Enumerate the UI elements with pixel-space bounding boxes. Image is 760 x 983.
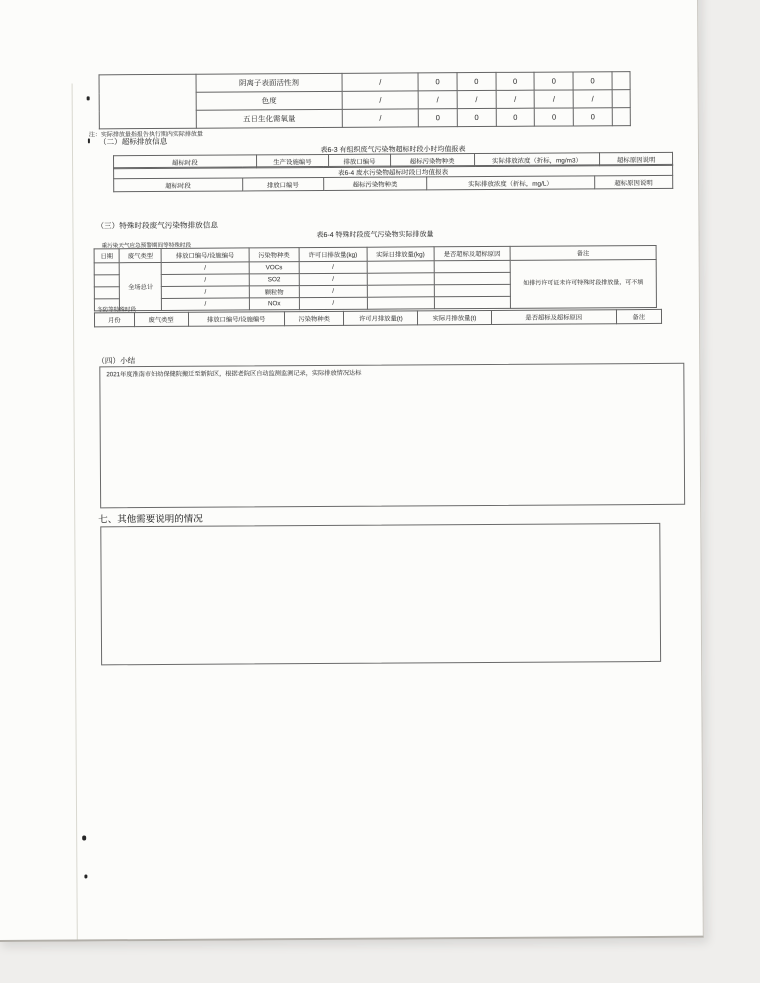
header-cell: 是否超标及超标原因 [434, 246, 510, 260]
cell [434, 272, 510, 284]
cell [612, 108, 630, 126]
cell: 0 [496, 108, 535, 126]
cell [612, 90, 630, 108]
header-cell: 废气类型 [119, 248, 161, 262]
cell: 0 [418, 73, 457, 91]
cell [612, 72, 630, 90]
header-cell: 超标污染物种类 [323, 177, 426, 191]
header-cell: 排放口编号/设施编号 [162, 248, 249, 263]
binding-dot [84, 874, 87, 878]
cell: / [299, 261, 367, 273]
other-notes-box [100, 523, 661, 665]
special-period-table [94, 245, 657, 314]
header-cell: 排放口编号/设施编号 [188, 312, 284, 327]
remark-cell: 如排污许可证未许可特殊时段排放量，可不填 [510, 259, 656, 308]
heavy-pollution-subcaption: 重污染天气应急预警期间等特殊时段 [101, 242, 192, 250]
pollutant-name-cell: 色度 [196, 91, 343, 110]
table-title-cell: 表6-4 废水污染物超标时段日均值报表 [114, 164, 673, 178]
header-cell: 污染物种类 [249, 248, 300, 262]
cell: / [299, 273, 367, 285]
cell [94, 275, 119, 287]
header-cell: 排放口编号 [329, 154, 391, 167]
group-total-cell: 全场总计 [119, 262, 161, 310]
cell: / [162, 262, 249, 275]
scan-speck [88, 138, 90, 143]
header-cell: 实际日排放量(kg) [367, 247, 435, 261]
scan-speck [87, 96, 90, 100]
cell: 0 [534, 72, 573, 90]
cell: / [162, 298, 249, 311]
header-cell: 许可月排放量(t) [344, 311, 418, 325]
cell: / [299, 285, 367, 297]
header-cell: 许可日排放量(kg) [299, 247, 367, 261]
cell [94, 263, 119, 275]
table-6-3-caption: 表6-3 有组织废气污染物超标时段小时均值报表 [320, 146, 466, 154]
header-cell: 日期 [94, 249, 119, 263]
header-cell: 实际排放浓度（折标，mg/L） [427, 176, 595, 190]
cell [367, 261, 435, 273]
cell [434, 296, 510, 308]
section-3-heading: （三）特殊时段废气污染物排放信息 [96, 220, 218, 231]
section-7-heading: 七、其他需要说明的情况 [98, 513, 203, 526]
header-cell: 废气类型 [134, 312, 188, 326]
cell: / [342, 73, 418, 91]
cell: / [342, 109, 418, 127]
merged-empty-cell [99, 74, 196, 129]
cell: / [162, 274, 249, 287]
cell: / [496, 90, 535, 108]
section-4-heading: （四）小结 [97, 356, 136, 366]
table-6-4-water [113, 164, 673, 192]
header-cell: 生产设施编号 [256, 154, 329, 167]
header-cell: 是否超标及超标原因 [491, 310, 616, 325]
cell: / [299, 297, 367, 309]
cell [94, 287, 119, 299]
summary-box [99, 363, 685, 509]
cell: 颗粒物 [249, 286, 300, 298]
cell: / [573, 90, 612, 108]
header-cell: 备注 [510, 245, 656, 260]
cell: 0 [457, 72, 496, 90]
winter-period-table [94, 309, 662, 327]
cell [367, 285, 435, 297]
cell: / [535, 90, 574, 108]
cell: SO2 [249, 274, 300, 286]
pollutant-name-cell: 五日生化需氧量 [196, 109, 343, 128]
summary-text: 2021年度淮南市妇幼保健院搬迁至新院区，根据老院区自动监测监测记录，实际排放情况达标 [106, 369, 362, 379]
header-cell: 备注 [616, 309, 661, 323]
cell: VOCs [249, 262, 300, 274]
footnote: 注：实际排放量指报告执行期内实际排放量 [88, 131, 203, 139]
cell: 0 [496, 72, 535, 90]
water-pollutant-table [99, 71, 631, 129]
paper-fold-line [72, 84, 78, 940]
cell: 0 [535, 108, 574, 126]
section-2-heading: （二）超标排放信息 [98, 136, 168, 147]
header-cell: 超标原因说明 [600, 152, 673, 165]
cell: NOx [249, 298, 300, 310]
cell [367, 273, 435, 285]
header-cell: 实际排放浓度（折标，mg/m3） [474, 153, 600, 167]
cell [434, 260, 510, 272]
cell: / [162, 286, 249, 299]
table-header-row [114, 175, 673, 191]
table-header-row [94, 309, 661, 326]
cell: 0 [573, 72, 612, 90]
cell: / [342, 91, 418, 109]
cell [367, 297, 435, 309]
header-cell: 超标原因说明 [594, 175, 672, 188]
header-cell: 污染物种类 [284, 311, 344, 325]
cell: 0 [573, 108, 612, 126]
pollutant-name-cell: 阴离子表面活性剂 [196, 73, 343, 92]
header-cell: 月份 [94, 313, 134, 327]
header-cell: 超标污染物种类 [390, 154, 474, 168]
cell [434, 284, 510, 296]
special-table-caption: 表6-4 特殊时段废气污染物实际排放量 [316, 231, 434, 240]
header-cell: 超标时段 [114, 178, 243, 192]
binding-dot [82, 835, 86, 840]
cell: / [418, 91, 457, 109]
cell: 0 [418, 109, 457, 127]
cell: 0 [457, 108, 496, 126]
cell: / [457, 90, 496, 108]
winter-subcaption: 冬防等特殊时段 [96, 307, 137, 314]
header-cell: 排放口编号 [242, 177, 323, 190]
header-cell: 超标时段 [114, 155, 257, 169]
header-cell: 实际月排放量(t) [418, 310, 492, 324]
